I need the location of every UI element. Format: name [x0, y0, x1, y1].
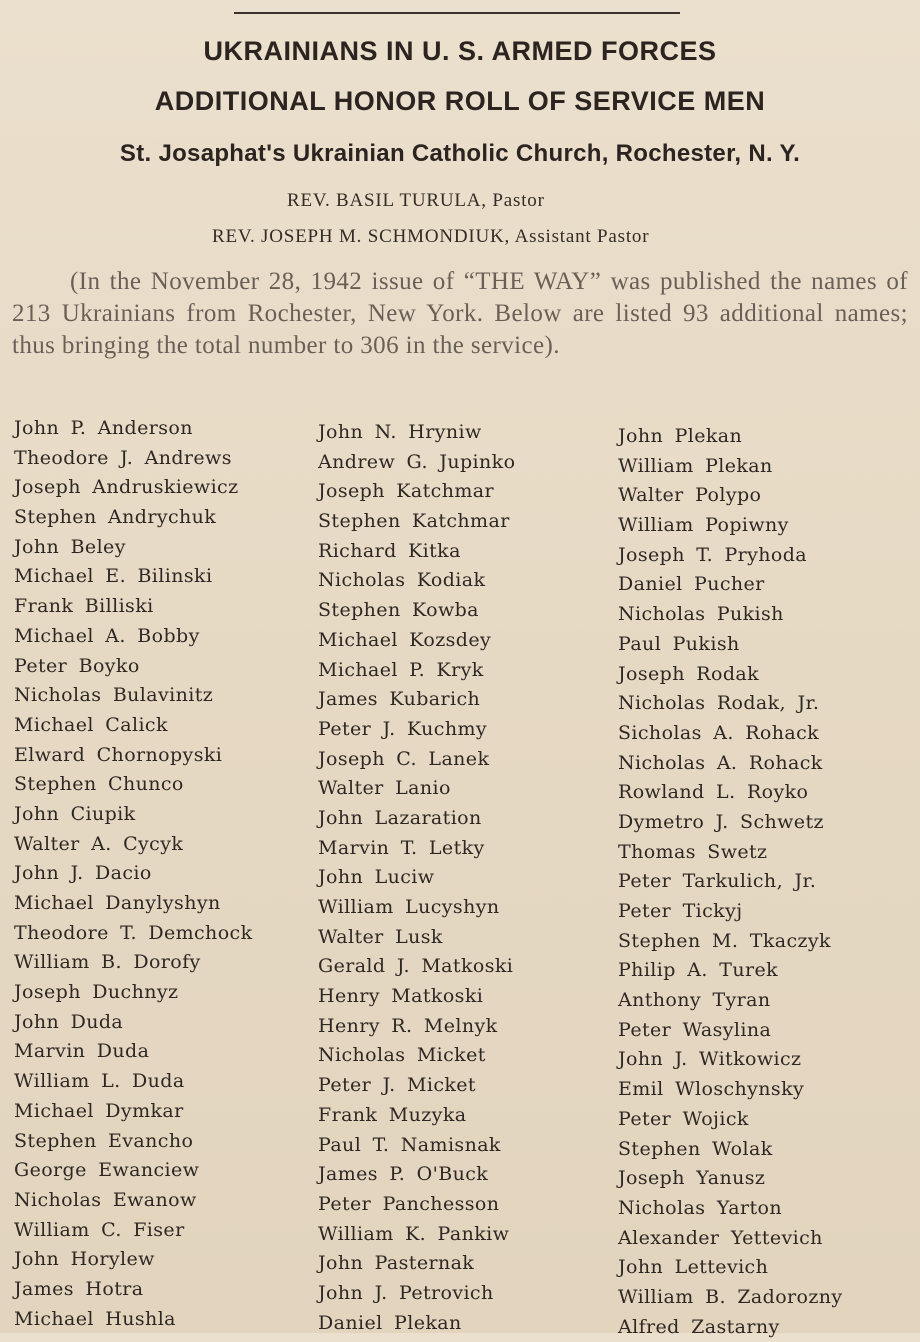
name-entry: Peter Tickyj	[618, 900, 743, 922]
name-entry: Philip A. Turek	[618, 959, 779, 982]
name-entry: Andrew G. Jupinko	[318, 450, 516, 473]
name-entry: James Hotra	[14, 1277, 144, 1300]
name-entry: William Lucyshyn	[318, 896, 500, 918]
name-entry: Stephen Wolak	[618, 1137, 773, 1160]
name-entry: Nicholas Kodiak	[318, 569, 486, 592]
name-entry: Elward Chornopyski	[14, 743, 223, 766]
name-entry: Stephen Evancho	[14, 1129, 194, 1152]
name-entry: Nicholas Micket	[318, 1044, 486, 1067]
intro-paragraph: (In the November 28, 1942 issue of “THE WAY” was published the names of 213 Ukrainians from Rochester, New York. Below are listed 93 additional names; thus bringing the total number to 306 in the service).	[12, 268, 908, 359]
name-entry: William Plekan	[618, 454, 773, 477]
name-entry: Stephen Andrychuk	[14, 506, 217, 529]
name-entry: Joseph Rodak	[618, 662, 760, 685]
name-entry: George Ewanciew	[14, 1159, 200, 1182]
name-entry: Joseph Duchnyz	[14, 981, 179, 1004]
name-entry: Richard Kitka	[318, 539, 461, 562]
church-name: St. Josaphat's Ukrainian Catholic Church, Rochester, N. Y.	[119, 140, 801, 167]
name-entry: John P. Anderson	[14, 417, 193, 439]
name-entry: Emil Wloschynsky	[618, 1078, 805, 1101]
name-entry: Dymetro J. Schwetz	[618, 810, 824, 833]
name-entry: John Beley	[14, 535, 126, 558]
name-entry: Nicholas Pukish	[618, 603, 784, 626]
name-entry: Michael Calick	[14, 713, 168, 736]
name-entry: Frank Muzyka	[318, 1103, 467, 1126]
name-entry: Joseph Yanusz	[618, 1167, 766, 1190]
name-entry: Rowland L. Royko	[618, 781, 809, 804]
name-entry: Alfred Zastarny	[618, 1315, 780, 1338]
name-entry: John Lettevich	[618, 1256, 769, 1279]
name-entry: Peter Boyko	[14, 654, 140, 677]
names-column-3	[618, 422, 843, 1342]
name-entry: John Ciupik	[14, 802, 136, 825]
name-entry: Michael A. Bobby	[14, 624, 200, 647]
page-title: UKRAINIANS IN U. S. ARMED FORCES	[203, 36, 717, 66]
name-entry: John Pasternak	[318, 1252, 475, 1275]
name-entry: Stephen M. Tkaczyk	[618, 929, 831, 952]
name-entry: Henry R. Melnyk	[318, 1014, 498, 1037]
name-entry: John J. Witkowicz	[618, 1048, 802, 1071]
pastor-line: REV. BASIL TURULA, Pastor	[287, 190, 545, 211]
name-entry: Joseph Andruskiewicz	[14, 476, 239, 499]
name-entry: William B. Dorofy	[14, 951, 201, 974]
name-entry: John N. Hryniw	[318, 421, 482, 443]
name-entry: Paul T. Namisnak	[318, 1133, 501, 1156]
name-entry: Theodore T. Demchock	[14, 921, 253, 944]
name-entry: Stephen Kowba	[318, 599, 479, 622]
name-entry: Nicholas Ewanow	[14, 1188, 197, 1211]
assistant-pastor-line: REV. JOSEPH M. SCHMONDIUK, Assistant Pastor	[212, 226, 650, 247]
name-entry: James P. O'Buck	[318, 1163, 489, 1186]
name-entry: Michael Hushla	[14, 1307, 176, 1330]
name-entry: Peter Tarkulich, Jr.	[618, 870, 817, 893]
name-entry: Michael P. Kryk	[318, 658, 484, 681]
name-entry: John Lazaration	[318, 806, 482, 829]
name-entry: Anthony Tyran	[618, 989, 771, 1012]
name-entry: Nicholas Bulavinitz	[14, 684, 214, 707]
name-entry: John J. Dacio	[14, 862, 152, 885]
name-entry: William C. Fiser	[14, 1218, 185, 1241]
name-entry: Peter Wojick	[618, 1107, 749, 1130]
name-entry: Michael E. Bilinski	[14, 565, 213, 588]
name-entry: Walter Lanio	[318, 777, 451, 800]
name-entry: Marvin T. Letky	[318, 836, 485, 859]
name-entry: Stephen Katchmar	[318, 510, 510, 533]
name-entry: Marvin Duda	[14, 1040, 150, 1063]
name-entry: Sicholas A. Rohack	[618, 721, 820, 744]
name-entry: John Luciw	[318, 866, 435, 889]
names-column-2	[318, 418, 515, 1338]
names-column-1	[14, 414, 253, 1334]
name-entry: Theodore J. Andrews	[14, 446, 232, 469]
name-entry: Michael Kozsdey	[318, 628, 492, 651]
name-entry: John J. Petrovich	[318, 1281, 494, 1304]
name-entry: Joseph C. Lanek	[318, 747, 490, 770]
name-entry: Peter Wasylina	[618, 1018, 772, 1041]
name-entry: Nicholas Yarton	[618, 1196, 783, 1219]
name-entry: Peter J. Micket	[318, 1074, 476, 1097]
name-entry: William Popiwny	[618, 514, 789, 537]
name-entry: Henry Matkoski	[318, 985, 484, 1008]
name-entry: Thomas Swetz	[618, 840, 768, 863]
name-entry: Michael Danylyshyn	[14, 892, 221, 914]
name-entry: Walter Polypo	[618, 484, 762, 507]
name-entry: William B. Zadorozny	[618, 1285, 843, 1308]
name-entry: Gerald J. Matkoski	[318, 955, 514, 978]
page-subtitle: ADDITIONAL HONOR ROLL OF SERVICE MEN	[154, 86, 766, 116]
name-entry: Alexander Yettevich	[618, 1226, 823, 1249]
name-entry: John Horylew	[14, 1248, 155, 1271]
name-entry: John Duda	[14, 1010, 124, 1033]
name-entry: John Plekan	[618, 425, 743, 447]
name-entry: Daniel Plekan	[318, 1311, 462, 1334]
name-entry: Peter Panchesson	[318, 1192, 500, 1215]
name-entry: Walter A. Cycyk	[14, 832, 184, 855]
name-entry: Joseph Katchmar	[318, 480, 494, 503]
name-entry: Nicholas Rodak, Jr.	[618, 692, 820, 715]
name-entry: Michael Dymkar	[14, 1099, 184, 1122]
name-entry: Walter Lusk	[318, 925, 443, 948]
name-entry: William K. Pankiw	[318, 1222, 510, 1245]
name-entry: William L. Duda	[14, 1070, 185, 1093]
name-entry: Frank Billiski	[14, 595, 154, 618]
name-entry: Joseph T. Pryhoda	[618, 543, 808, 566]
name-entry: Nicholas A. Rohack	[618, 751, 823, 774]
name-entry: James Kubarich	[318, 688, 481, 711]
top-rule	[234, 12, 680, 14]
name-entry: Daniel Pucher	[618, 573, 765, 596]
name-entry: Paul Pukish	[618, 632, 740, 655]
name-entry: Stephen Chunco	[14, 773, 184, 796]
name-entry: Peter J. Kuchmy	[318, 717, 488, 740]
